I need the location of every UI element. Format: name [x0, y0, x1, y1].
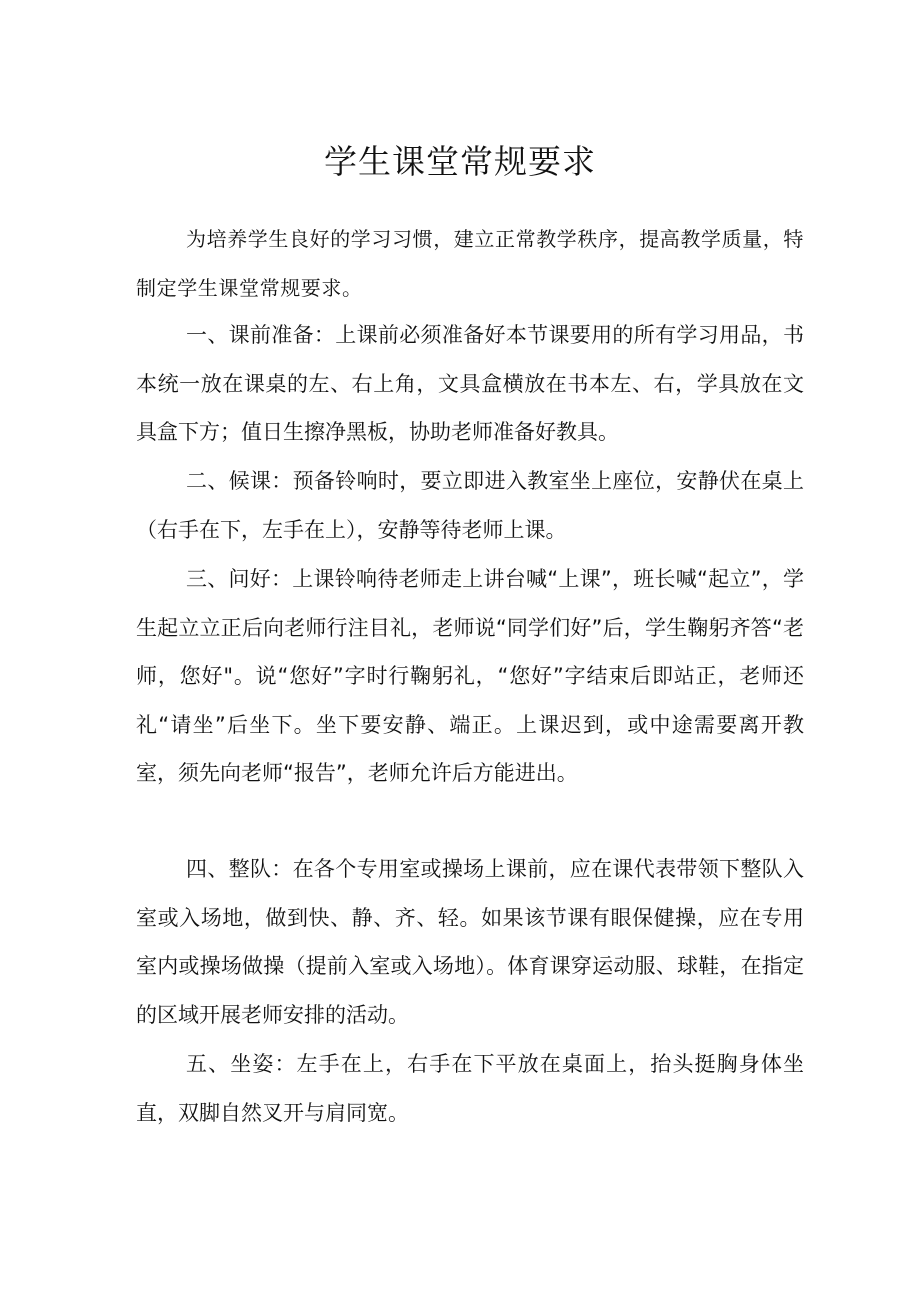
section-sitting-posture: 五、坐姿：左手在上，右手在下平放在桌面上，抬头挺胸身体坐直，双脚自然叉开与肩同宽。: [136, 1052, 804, 1125]
section-greeting: 三、问好：上课铃响待老师走上讲台喊“上课”，班长喊“起立”，学生起立立正后向老师行注目礼，老师说“同学们好”后，学生鞠躬齐答“老师，您好"。说“您好”字时行鞠躬礼，“您好”字结束后即站正，老师还礼“请坐”后坐下。坐下要安静、端正。上课迟到，或中途需要离开教室，须先向老师“报告”，老师允许后方能进出。: [136, 567, 804, 785]
section-waiting-for-class: 二、候课：预备铃响时，要立即进入教室坐上座位，安静伏在桌上（右手在下，左手在上），安静等待老师上课。: [136, 469, 804, 542]
section-class-preparation: 一、课前准备：上课前必须准备好本节课要用的所有学习用品，书本统一放在课桌的左、右上角，文具盒横放在书本左、右，学具放在文具盒下方；值日生擦净黑板，协助老师准备好教具。: [136, 323, 804, 444]
document-title: 学生课堂常规要求: [324, 142, 596, 181]
intro-paragraph: 为培养学生良好的学习习惯，建立正常教学秩序，提高教学质量，特制定学生课堂常规要求。: [136, 227, 804, 300]
section-lining-up: 四、整队：在各个专用室或操场上课前，应在课代表带领下整队入室或入场地，做到快、静、齐、轻。如果该节课有眼保健操，应在专用室内或操场做操（提前入室或入场地）。体育课穿运动服、球鞋，在指定的区域开展老师安排的活动。: [136, 857, 804, 1027]
